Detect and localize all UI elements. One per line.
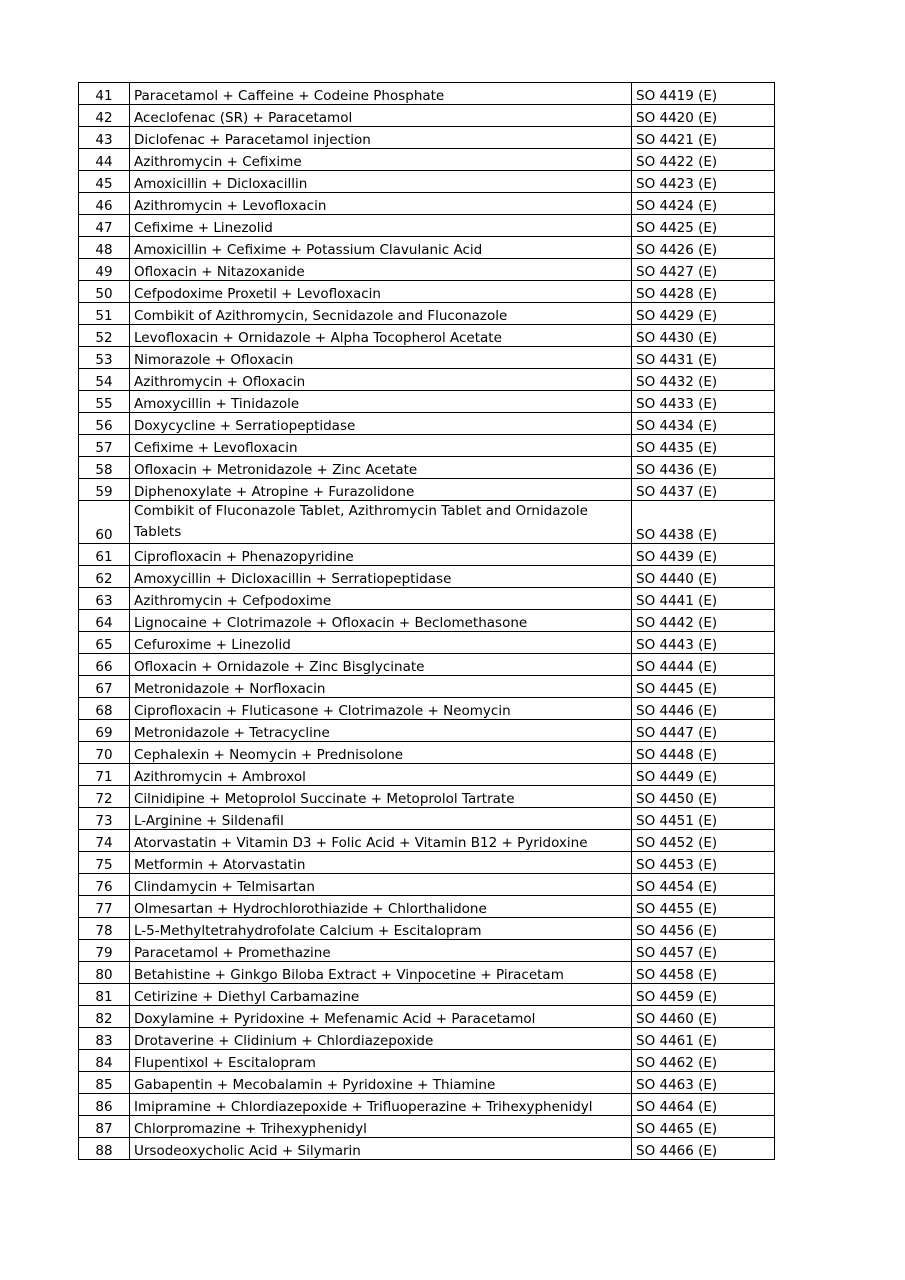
table-row — [79, 566, 775, 588]
row-number: 59 — [79, 479, 130, 501]
table-row — [79, 347, 775, 369]
row-number: 77 — [79, 896, 130, 918]
table-row — [79, 874, 775, 896]
table-row — [79, 325, 775, 347]
so-number: SO 4435 (E) — [632, 435, 775, 457]
table-row — [79, 588, 775, 610]
so-number: SO 4452 (E) — [632, 830, 775, 852]
so-number: SO 4453 (E) — [632, 852, 775, 874]
row-number: 88 — [79, 1138, 130, 1160]
table-row — [79, 83, 775, 105]
row-number: 43 — [79, 127, 130, 149]
row-number: 85 — [79, 1072, 130, 1094]
combination-name: Ofloxacin + Metronidazole + Zinc Acetate — [130, 457, 632, 479]
table-row — [79, 764, 775, 786]
table-row — [79, 259, 775, 281]
combination-name: L-5-Methyltetrahydrofolate Calcium + Escitalopram — [130, 918, 632, 940]
row-number: 56 — [79, 413, 130, 435]
table-row — [79, 544, 775, 566]
row-number: 79 — [79, 940, 130, 962]
table-row — [79, 1006, 775, 1028]
row-number: 72 — [79, 786, 130, 808]
so-number: SO 4433 (E) — [632, 391, 775, 413]
table-row — [79, 918, 775, 940]
combination-name: Cilnidipine + Metoprolol Succinate + Metoprolol Tartrate — [130, 786, 632, 808]
row-number: 66 — [79, 654, 130, 676]
combination-name: Cefpodoxime Proxetil + Levofloxacin — [130, 281, 632, 303]
row-number: 61 — [79, 544, 130, 566]
so-number: SO 4434 (E) — [632, 413, 775, 435]
table-row — [79, 479, 775, 501]
combination-name: Atorvastatin + Vitamin D3 + Folic Acid + Vitamin B12 + Pyridoxine — [130, 830, 632, 852]
table-row — [79, 1072, 775, 1094]
combination-name: Amoxicillin + Cefixime + Potassium Clavulanic Acid — [130, 237, 632, 259]
so-number: SO 4464 (E) — [632, 1094, 775, 1116]
row-number: 55 — [79, 391, 130, 413]
so-number: SO 4444 (E) — [632, 654, 775, 676]
table-row — [79, 149, 775, 171]
so-number: SO 4463 (E) — [632, 1072, 775, 1094]
combination-name: Ofloxacin + Ornidazole + Zinc Bisglycinate — [130, 654, 632, 676]
table-row — [79, 720, 775, 742]
table-row — [79, 435, 775, 457]
combination-name: Levofloxacin + Ornidazole + Alpha Tocopherol Acetate — [130, 325, 632, 347]
combination-name: Imipramine + Chlordiazepoxide + Trifluoperazine + Trihexyphenidyl — [130, 1094, 632, 1116]
combination-name: Cefixime + Levofloxacin — [130, 435, 632, 457]
table-row — [79, 1116, 775, 1138]
table-row — [79, 940, 775, 962]
combination-name: Cefuroxime + Linezolid — [130, 632, 632, 654]
table-row — [79, 632, 775, 654]
row-number: 54 — [79, 369, 130, 391]
table-body — [79, 83, 775, 1160]
row-number: 82 — [79, 1006, 130, 1028]
so-number: SO 4442 (E) — [632, 610, 775, 632]
row-number: 69 — [79, 720, 130, 742]
table-row — [79, 391, 775, 413]
so-number: SO 4422 (E) — [632, 149, 775, 171]
row-number: 70 — [79, 742, 130, 764]
row-number: 53 — [79, 347, 130, 369]
table-row — [79, 654, 775, 676]
combination-name: Flupentixol + Escitalopram — [130, 1050, 632, 1072]
row-number: 48 — [79, 237, 130, 259]
combination-name: Chlorpromazine + Trihexyphenidyl — [130, 1116, 632, 1138]
row-number: 87 — [79, 1116, 130, 1138]
row-number: 75 — [79, 852, 130, 874]
so-number: SO 4427 (E) — [632, 259, 775, 281]
so-number: SO 4445 (E) — [632, 676, 775, 698]
row-number: 41 — [79, 83, 130, 105]
row-number: 49 — [79, 259, 130, 281]
row-number: 68 — [79, 698, 130, 720]
combination-name: Aceclofenac (SR) + Paracetamol — [130, 105, 632, 127]
row-number: 57 — [79, 435, 130, 457]
combination-name: Metronidazole + Tetracycline — [130, 720, 632, 742]
so-number: SO 4461 (E) — [632, 1028, 775, 1050]
combination-name: Paracetamol + Caffeine + Codeine Phosphate — [130, 83, 632, 105]
combination-name: Metformin + Atorvastatin — [130, 852, 632, 874]
table-row — [79, 105, 775, 127]
table-row — [79, 193, 775, 215]
so-number: SO 4421 (E) — [632, 127, 775, 149]
table-row — [79, 742, 775, 764]
table-row — [79, 1050, 775, 1072]
so-number: SO 4456 (E) — [632, 918, 775, 940]
row-number: 62 — [79, 566, 130, 588]
so-number: SO 4447 (E) — [632, 720, 775, 742]
so-number: SO 4432 (E) — [632, 369, 775, 391]
table-row — [79, 610, 775, 632]
row-number: 78 — [79, 918, 130, 940]
so-number: SO 4443 (E) — [632, 632, 775, 654]
table-row — [79, 171, 775, 193]
row-number: 52 — [79, 325, 130, 347]
so-number: SO 4420 (E) — [632, 105, 775, 127]
combination-name: Azithromycin + Ambroxol — [130, 764, 632, 786]
row-number: 76 — [79, 874, 130, 896]
table-row — [79, 786, 775, 808]
table-row — [79, 808, 775, 830]
table-row — [79, 1028, 775, 1050]
combination-name: Lignocaine + Clotrimazole + Ofloxacin + Beclomethasone — [130, 610, 632, 632]
table-row — [79, 457, 775, 479]
combination-name: Azithromycin + Ofloxacin — [130, 369, 632, 391]
table-row — [79, 984, 775, 1006]
table-row — [79, 896, 775, 918]
row-number: 80 — [79, 962, 130, 984]
row-number: 42 — [79, 105, 130, 127]
combination-name: Diclofenac + Paracetamol injection — [130, 127, 632, 149]
so-number: SO 4426 (E) — [632, 237, 775, 259]
so-number: SO 4424 (E) — [632, 193, 775, 215]
so-number: SO 4425 (E) — [632, 215, 775, 237]
combination-name: Amoxycillin + Tinidazole — [130, 391, 632, 413]
row-number: 47 — [79, 215, 130, 237]
row-number: 83 — [79, 1028, 130, 1050]
combination-name: Metronidazole + Norfloxacin — [130, 676, 632, 698]
table-row — [79, 1138, 775, 1160]
so-number: SO 4460 (E) — [632, 1006, 775, 1028]
table-row — [79, 501, 775, 544]
row-number: 81 — [79, 984, 130, 1006]
table-row — [79, 698, 775, 720]
table-row — [79, 962, 775, 984]
so-number: SO 4449 (E) — [632, 764, 775, 786]
so-number: SO 4462 (E) — [632, 1050, 775, 1072]
combination-name: Gabapentin + Mecobalamin + Pyridoxine + Thiamine — [130, 1072, 632, 1094]
row-number: 84 — [79, 1050, 130, 1072]
row-number: 73 — [79, 808, 130, 830]
row-number: 45 — [79, 171, 130, 193]
combination-name: L-Arginine + Sildenafil — [130, 808, 632, 830]
table-row — [79, 830, 775, 852]
table-row — [79, 215, 775, 237]
so-number: SO 4466 (E) — [632, 1138, 775, 1160]
so-number: SO 4450 (E) — [632, 786, 775, 808]
so-number: SO 4431 (E) — [632, 347, 775, 369]
combination-name: Betahistine + Ginkgo Biloba Extract + Vinpocetine + Piracetam — [130, 962, 632, 984]
table-row — [79, 237, 775, 259]
row-number: 71 — [79, 764, 130, 786]
combination-name: Combikit of Azithromycin, Secnidazole and Fluconazole — [130, 303, 632, 325]
row-number: 44 — [79, 149, 130, 171]
row-number: 58 — [79, 457, 130, 479]
so-number: SO 4448 (E) — [632, 742, 775, 764]
combination-name: Doxylamine + Pyridoxine + Mefenamic Acid + Paracetamol — [130, 1006, 632, 1028]
combination-name: Ursodeoxycholic Acid + Silymarin — [130, 1138, 632, 1160]
so-number: SO 4440 (E) — [632, 566, 775, 588]
combination-name: Drotaverine + Clidinium + Chlordiazepoxide — [130, 1028, 632, 1050]
table-row — [79, 369, 775, 391]
combination-name: Ciprofloxacin + Phenazopyridine — [130, 544, 632, 566]
so-number: SO 4451 (E) — [632, 808, 775, 830]
combination-name: Amoxicillin + Dicloxacillin — [130, 171, 632, 193]
row-number: 51 — [79, 303, 130, 325]
row-number: 60 — [79, 501, 130, 544]
combination-name: Azithromycin + Cefixime — [130, 149, 632, 171]
fdc-table — [78, 82, 775, 1160]
so-number: SO 4430 (E) — [632, 325, 775, 347]
combination-name: Olmesartan + Hydrochlorothiazide + Chlorthalidone — [130, 896, 632, 918]
so-number: SO 4457 (E) — [632, 940, 775, 962]
table-row — [79, 127, 775, 149]
combination-name: Clindamycin + Telmisartan — [130, 874, 632, 896]
combination-name: Doxycycline + Serratiopeptidase — [130, 413, 632, 435]
so-number: SO 4429 (E) — [632, 303, 775, 325]
so-number: SO 4465 (E) — [632, 1116, 775, 1138]
row-number: 65 — [79, 632, 130, 654]
so-number: SO 4454 (E) — [632, 874, 775, 896]
combination-name: Ofloxacin + Nitazoxanide — [130, 259, 632, 281]
so-number: SO 4437 (E) — [632, 479, 775, 501]
row-number: 46 — [79, 193, 130, 215]
combination-name: Azithromycin + Cefpodoxime — [130, 588, 632, 610]
so-number: SO 4446 (E) — [632, 698, 775, 720]
so-number: SO 4438 (E) — [632, 501, 775, 544]
combination-name: Cetirizine + Diethyl Carbamazine — [130, 984, 632, 1006]
row-number: 67 — [79, 676, 130, 698]
so-number: SO 4459 (E) — [632, 984, 775, 1006]
row-number: 64 — [79, 610, 130, 632]
so-number: SO 4436 (E) — [632, 457, 775, 479]
so-number: SO 4423 (E) — [632, 171, 775, 193]
combination-name: Cephalexin + Neomycin + Prednisolone — [130, 742, 632, 764]
combination-name: Combikit of Fluconazole Tablet, Azithromycin Tablet and Ornidazole Tablets — [130, 501, 632, 544]
so-number: SO 4441 (E) — [632, 588, 775, 610]
combination-name: Ciprofloxacin + Fluticasone + Clotrimazole + Neomycin — [130, 698, 632, 720]
combination-name: Azithromycin + Levofloxacin — [130, 193, 632, 215]
so-number: SO 4439 (E) — [632, 544, 775, 566]
table-row — [79, 1094, 775, 1116]
combination-name: Diphenoxylate + Atropine + Furazolidone — [130, 479, 632, 501]
so-number: SO 4419 (E) — [632, 83, 775, 105]
combination-name: Amoxycillin + Dicloxacillin + Serratiopeptidase — [130, 566, 632, 588]
row-number: 86 — [79, 1094, 130, 1116]
table-row — [79, 281, 775, 303]
combination-name: Paracetamol + Promethazine — [130, 940, 632, 962]
so-number: SO 4428 (E) — [632, 281, 775, 303]
so-number: SO 4458 (E) — [632, 962, 775, 984]
combination-name: Cefixime + Linezolid — [130, 215, 632, 237]
row-number: 50 — [79, 281, 130, 303]
row-number: 74 — [79, 830, 130, 852]
table-row — [79, 676, 775, 698]
table-row — [79, 852, 775, 874]
so-number: SO 4455 (E) — [632, 896, 775, 918]
table-row — [79, 303, 775, 325]
table-row — [79, 413, 775, 435]
row-number: 63 — [79, 588, 130, 610]
combination-name: Nimorazole + Ofloxacin — [130, 347, 632, 369]
